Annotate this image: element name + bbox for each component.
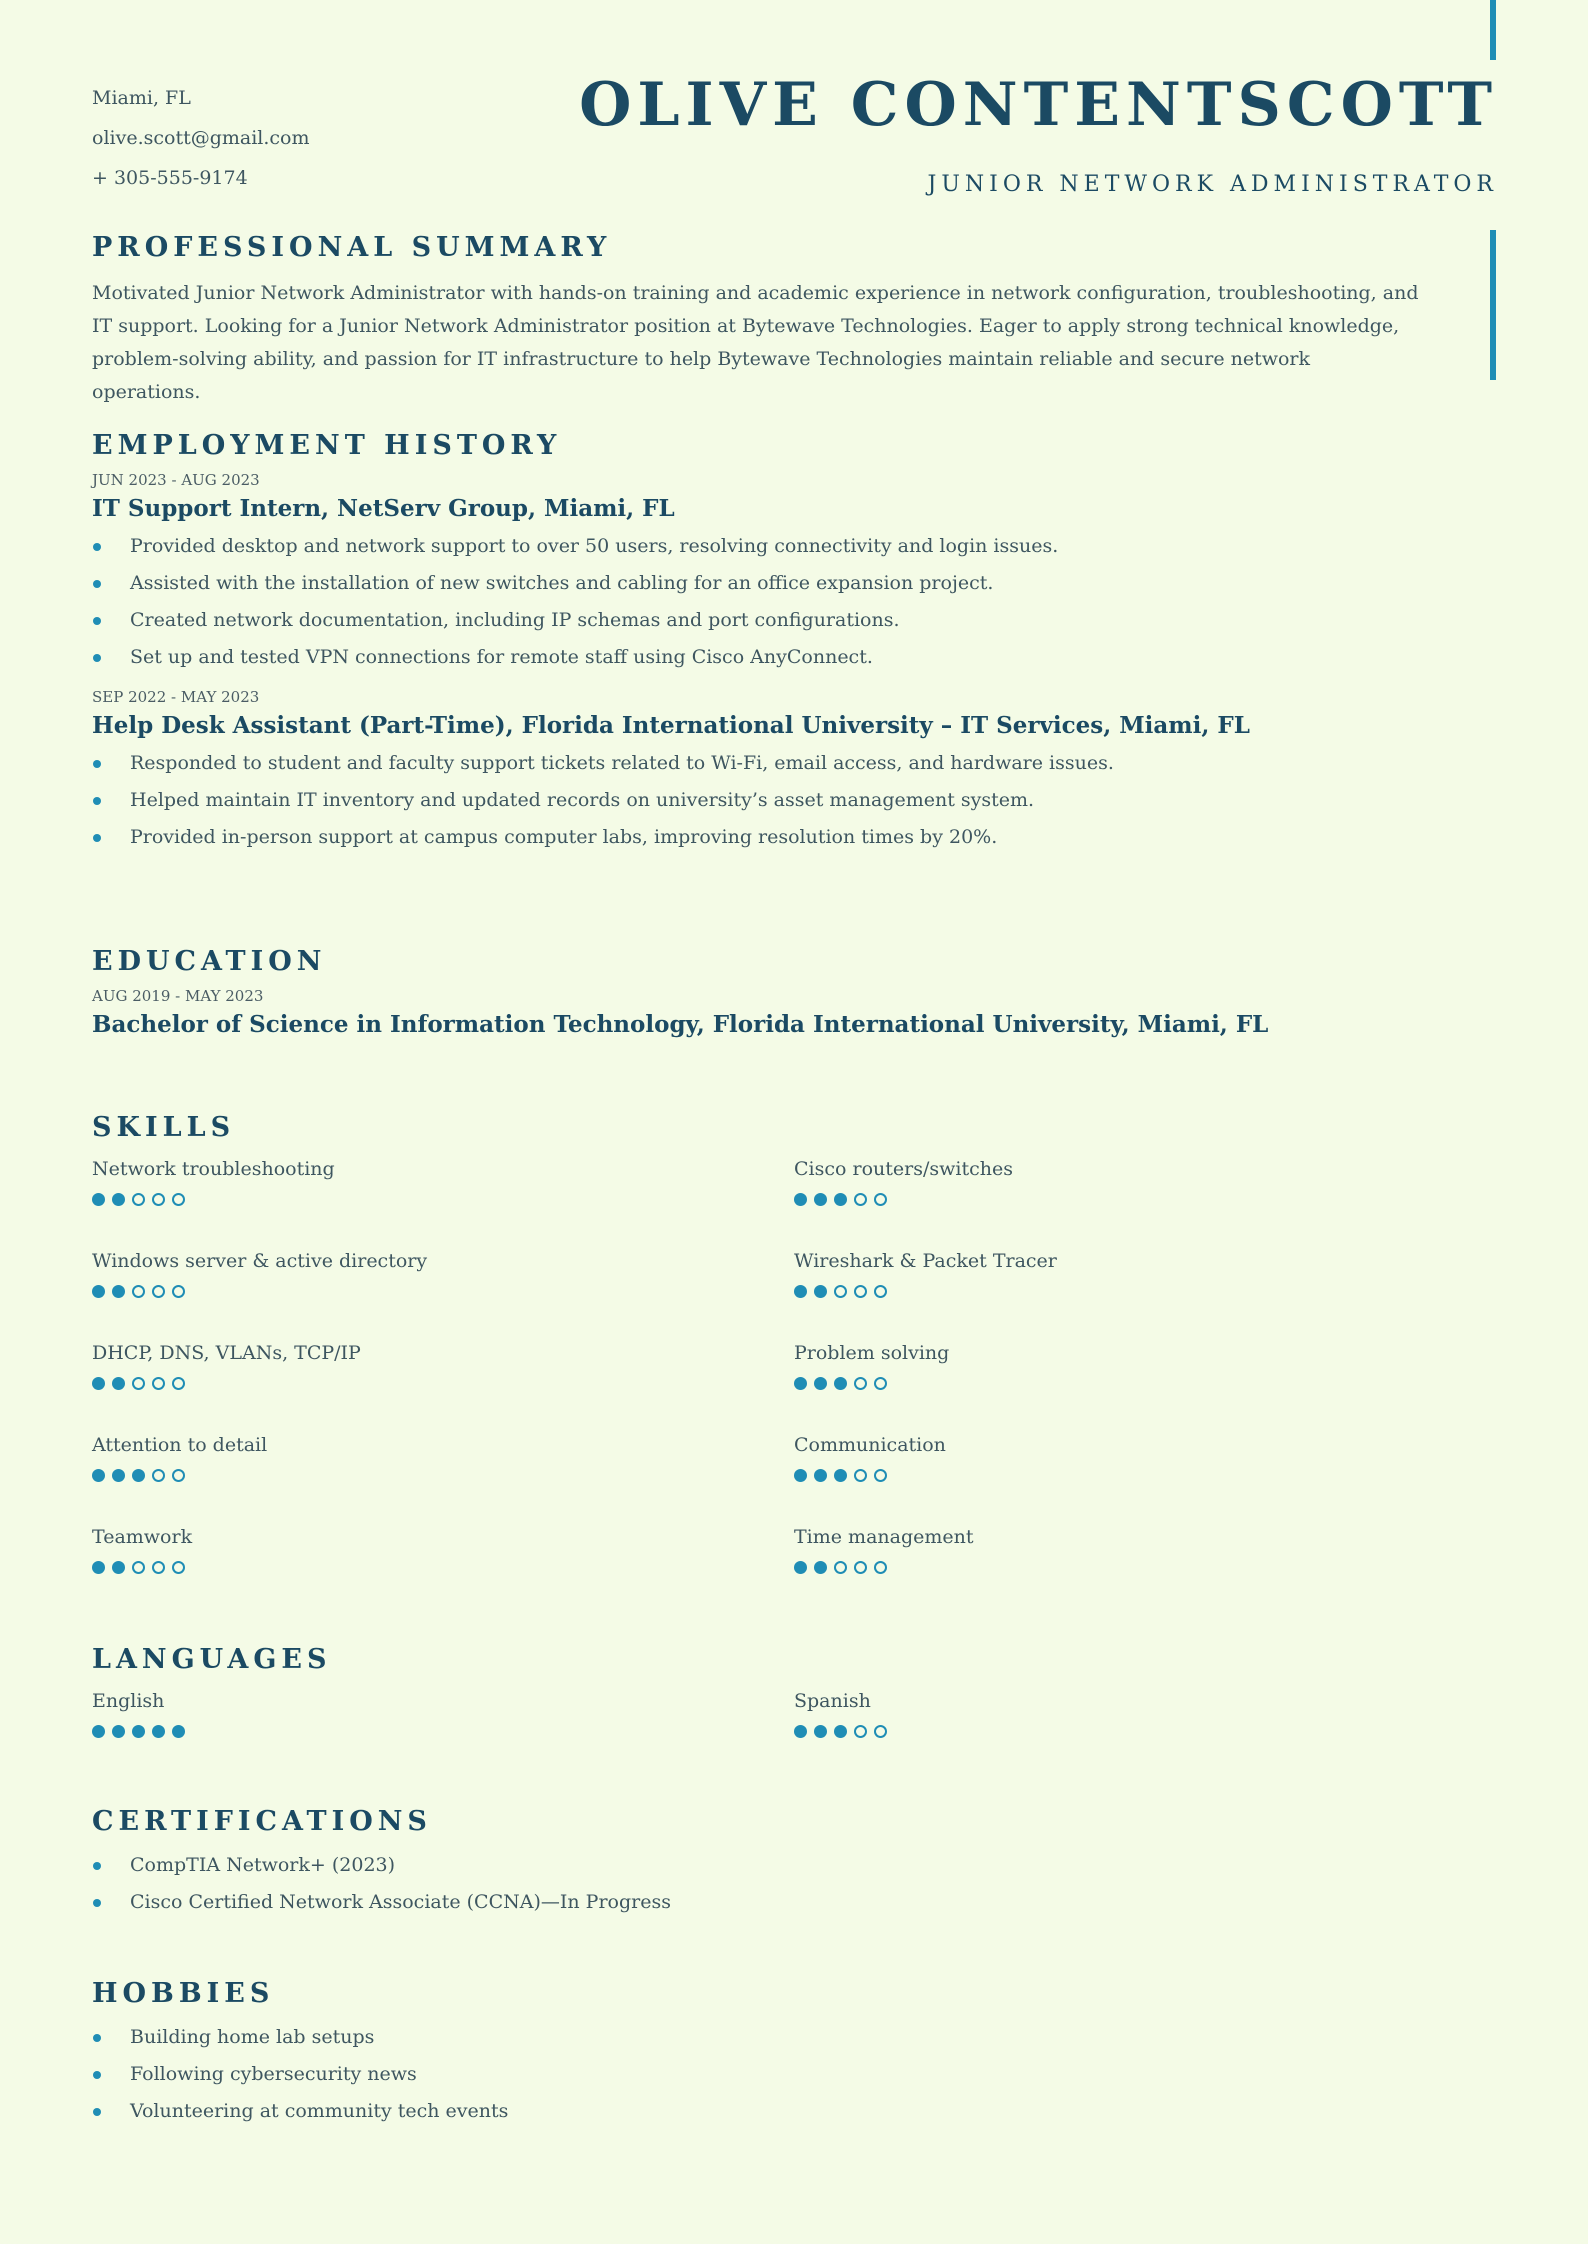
rating-dot-filled	[112, 1377, 125, 1390]
rating-dot-filled	[794, 1285, 807, 1298]
rating-dot-filled	[814, 1561, 827, 1574]
job-bullet: Responded to student and faculty support tickets related to Wi-Fi, email access, and hardware issues.	[92, 745, 1496, 782]
rating-dots	[92, 1469, 794, 1482]
language-item	[794, 1689, 1294, 1781]
rating-dot-filled	[794, 1725, 807, 1738]
language-label: Spanish	[794, 1690, 871, 1712]
candidate-name: OLIVE CONTENTSCOTT	[579, 70, 1498, 140]
rating-dot-filled	[112, 1725, 125, 1738]
rating-dots	[794, 1469, 1294, 1482]
skill-item	[92, 1433, 794, 1525]
education-degree: Bachelor of Science in Information Technology, Florida International University, Miami, FL	[92, 1011, 1269, 1038]
job-entry	[92, 688, 1496, 856]
skill-item	[794, 1433, 1294, 1525]
skill-label: Communication	[794, 1434, 946, 1456]
job-bullet: Assisted with the installation of new switches and cabling for an office expansion project.	[92, 565, 1496, 602]
email: olive.scott@gmail.com	[92, 127, 310, 149]
employment-heading: EMPLOYMENT HISTORY	[92, 430, 562, 461]
rating-dot-empty	[854, 1285, 867, 1298]
rating-dot-empty	[854, 1193, 867, 1206]
rating-dot-filled	[814, 1377, 827, 1390]
rating-dot-empty	[132, 1193, 145, 1206]
skill-label: Problem solving	[794, 1342, 950, 1364]
education-section	[92, 946, 1496, 1038]
certifications-list	[92, 1847, 1496, 1921]
location: Miami, FL	[92, 87, 191, 109]
rating-dots	[92, 1725, 794, 1738]
rating-dot-empty	[874, 1285, 887, 1298]
rating-dots	[794, 1561, 1294, 1574]
job-bullet: Created network documentation, including IP schemas and port configurations.	[92, 602, 1496, 639]
certification-item: CompTIA Network+ (2023)	[92, 1847, 1496, 1884]
rating-dot-empty	[834, 1285, 847, 1298]
rating-dot-filled	[152, 1725, 165, 1738]
rating-dots	[794, 1377, 1294, 1390]
hobby-item: Following cybersecurity news	[92, 2056, 1496, 2093]
hobby-item: Building home lab setups	[92, 2019, 1496, 2056]
rating-dots	[794, 1285, 1294, 1298]
skill-label: Teamwork	[92, 1526, 193, 1548]
skill-item	[794, 1341, 1294, 1433]
job-entry	[92, 471, 1496, 676]
rating-dot-filled	[794, 1377, 807, 1390]
rating-dots	[92, 1285, 794, 1298]
skills-section	[92, 1112, 1496, 1617]
job-role: Help Desk Assistant (Part-Time), Florida International University – IT Services, Miami, FL	[92, 712, 1250, 739]
skill-label: Wireshark & Packet Tracer	[794, 1250, 1057, 1272]
certification-item: Cisco Certified Network Associate (CCNA)—In Progress	[92, 1884, 1496, 1921]
skill-item	[794, 1157, 1294, 1249]
skill-label: Time management	[794, 1526, 974, 1548]
rating-dot-filled	[814, 1469, 827, 1482]
skill-item	[92, 1249, 794, 1341]
rating-dot-empty	[152, 1561, 165, 1574]
rating-dot-empty	[874, 1193, 887, 1206]
job-bullet: Set up and tested VPN connections for remote staff using Cisco AnyConnect.	[92, 639, 1496, 676]
employment-section	[92, 430, 1496, 856]
summary-heading: PROFESSIONAL SUMMARY	[92, 232, 612, 263]
rating-dot-empty	[874, 1377, 887, 1390]
rating-dots	[794, 1193, 1294, 1206]
rating-dot-filled	[112, 1469, 125, 1482]
job-role: IT Support Intern, NetServ Group, Miami, FL	[92, 495, 675, 522]
rating-dot-filled	[834, 1193, 847, 1206]
education-date: AUG 2019 - MAY 2023	[92, 987, 264, 1005]
summary-section	[92, 232, 1496, 409]
job-bullet: Helped maintain IT inventory and updated records on university’s asset management system.	[92, 782, 1496, 819]
rating-dot-empty	[132, 1285, 145, 1298]
rating-dot-filled	[132, 1725, 145, 1738]
rating-dots	[92, 1193, 794, 1206]
rating-dots	[92, 1377, 794, 1390]
hobby-item: Volunteering at community tech events	[92, 2093, 1496, 2130]
language-label: English	[92, 1690, 165, 1712]
languages-section	[92, 1644, 1496, 1781]
rating-dot-empty	[152, 1285, 165, 1298]
rating-dot-filled	[92, 1285, 105, 1298]
certifications-heading: CERTIFICATIONS	[92, 1806, 432, 1837]
rating-dot-empty	[854, 1469, 867, 1482]
rating-dot-empty	[874, 1469, 887, 1482]
rating-dot-filled	[814, 1725, 827, 1738]
rating-dots	[794, 1725, 1294, 1738]
rating-dot-empty	[132, 1377, 145, 1390]
skills-heading: SKILLS	[92, 1112, 236, 1143]
rating-dot-filled	[794, 1193, 807, 1206]
rating-dot-empty	[152, 1469, 165, 1482]
summary-text: Motivated Junior Network Administrator with hands-on training and academic experience in network configuration, troubleshooting, and IT support. Looking for a Junior Network Administrator position at Bytewave Technologies. Eager to apply strong technical knowledge, problem-solving ability, and passion for IT infrastructure to help Bytewave Technologies maintain reliable and secure network operations.	[92, 282, 1419, 403]
skill-label: Windows server & active directory	[92, 1250, 428, 1272]
certifications-section	[92, 1806, 1496, 1921]
rating-dot-filled	[814, 1193, 827, 1206]
job-bullet: Provided desktop and network support to over 50 users, resolving connectivity and login issues.	[92, 528, 1496, 565]
rating-dot-filled	[112, 1193, 125, 1206]
rating-dot-filled	[92, 1469, 105, 1482]
job-list	[92, 471, 1496, 856]
rating-dot-empty	[172, 1285, 185, 1298]
skill-label: DHCP, DNS, VLANs, TCP/IP	[92, 1342, 361, 1364]
rating-dot-filled	[112, 1561, 125, 1574]
job-date: JUN 2023 - AUG 2023	[92, 471, 260, 489]
rating-dots	[92, 1561, 794, 1574]
rating-dot-filled	[132, 1469, 145, 1482]
phone: + 305-555-9174	[92, 167, 248, 189]
languages-heading: LANGUAGES	[92, 1644, 332, 1675]
hobbies-list	[92, 2019, 1496, 2130]
skill-item	[92, 1157, 794, 1249]
skill-item	[92, 1341, 794, 1433]
rating-dot-filled	[834, 1725, 847, 1738]
rating-dot-filled	[92, 1561, 105, 1574]
rating-dot-filled	[92, 1377, 105, 1390]
job-bullets	[92, 528, 1496, 676]
rating-dot-empty	[172, 1377, 185, 1390]
rating-dot-filled	[92, 1725, 105, 1738]
rating-dot-filled	[92, 1193, 105, 1206]
rating-dot-empty	[854, 1561, 867, 1574]
language-item	[92, 1689, 794, 1781]
job-bullets	[92, 745, 1496, 856]
rating-dot-filled	[834, 1377, 847, 1390]
rating-dot-empty	[834, 1561, 847, 1574]
skill-item	[794, 1525, 1294, 1617]
skill-label: Cisco routers/switches	[794, 1158, 1013, 1180]
rating-dot-empty	[874, 1725, 887, 1738]
rating-dot-filled	[172, 1725, 185, 1738]
languages-grid	[92, 1689, 1496, 1781]
rating-dot-empty	[132, 1561, 145, 1574]
rating-dot-empty	[172, 1561, 185, 1574]
rating-dot-filled	[112, 1285, 125, 1298]
rating-dot-empty	[152, 1193, 165, 1206]
rating-dot-filled	[794, 1561, 807, 1574]
rating-dot-filled	[814, 1285, 827, 1298]
job-title: JUNIOR NETWORK ADMINISTRATOR	[927, 172, 1498, 197]
skill-label: Attention to detail	[92, 1434, 268, 1456]
rating-dot-empty	[854, 1377, 867, 1390]
resume-header	[92, 0, 1498, 230]
rating-dot-empty	[874, 1561, 887, 1574]
skill-item	[794, 1249, 1294, 1341]
rating-dot-empty	[854, 1725, 867, 1738]
hobbies-section	[92, 1978, 1496, 2130]
contact-info	[92, 78, 310, 198]
rating-dot-filled	[834, 1469, 847, 1482]
education-heading: EDUCATION	[92, 946, 327, 977]
job-date: SEP 2022 - MAY 2023	[92, 688, 260, 706]
rating-dot-filled	[794, 1469, 807, 1482]
rating-dot-empty	[172, 1469, 185, 1482]
skill-label: Network troubleshooting	[92, 1158, 335, 1180]
hobbies-heading: HOBBIES	[92, 1978, 275, 2009]
job-bullet: Provided in-person support at campus computer labs, improving resolution times by 20%.	[92, 819, 1496, 856]
skill-item	[92, 1525, 794, 1617]
skills-grid	[92, 1157, 1496, 1617]
rating-dot-empty	[152, 1377, 165, 1390]
rating-dot-empty	[172, 1193, 185, 1206]
